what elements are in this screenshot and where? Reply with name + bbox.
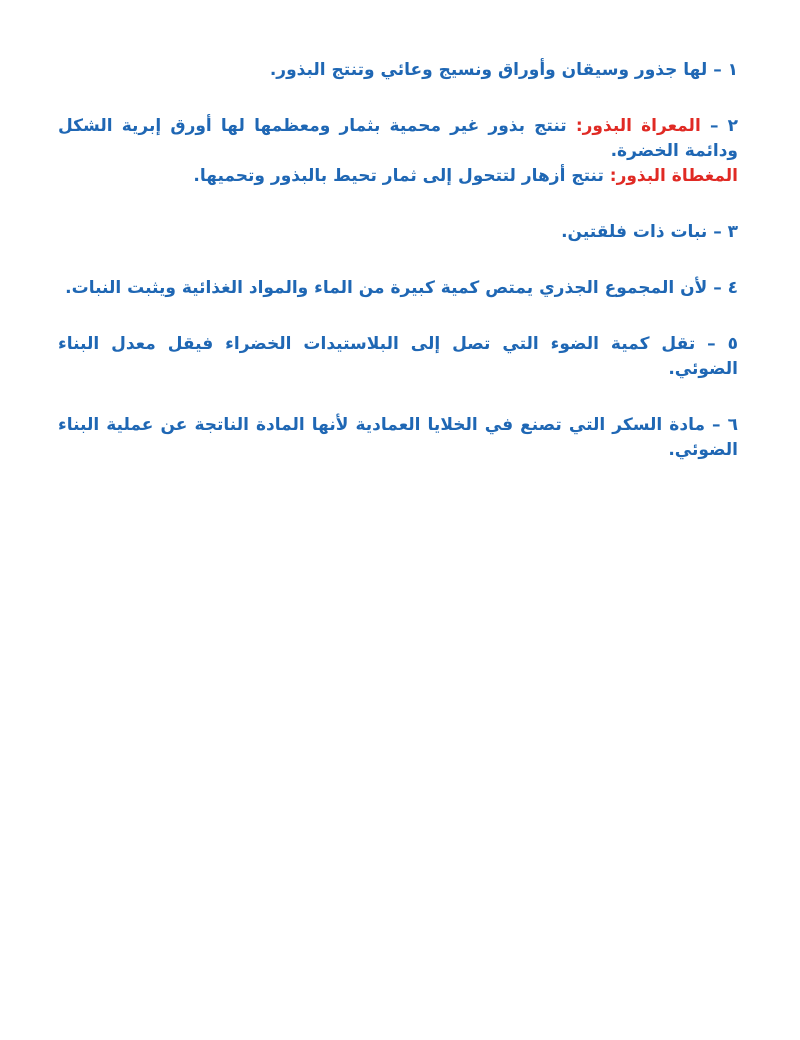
answer-number: ٣	[727, 222, 738, 242]
answer-number: ١	[727, 60, 738, 80]
answer-4	[58, 276, 738, 301]
answer-sheet	[58, 58, 738, 494]
answer-text: نبات ذات فلقتين.	[561, 222, 708, 242]
answer-number: ٢	[727, 116, 739, 136]
answer-text: تقل كمية الضوء التي تصل إلى البلاستيدات الخضراء فيقل معدل البناء الضوئي.	[58, 334, 738, 379]
answer-text: مادة السكر التي تصنع في الخلايا العمادية لأنها المادة الناتجة عن عملية البناء الضوئي.	[58, 415, 738, 460]
answer-separator: –	[713, 222, 722, 242]
answer-3	[58, 220, 738, 245]
gymnosperm-text: تنتج بذور غير محمية بثمار ومعظمها لها أورق إبرية الشكل ودائمة الخضرة.	[58, 116, 738, 161]
answer-6	[58, 413, 738, 463]
answer-text: لها جذور وسيقان وأوراق ونسيج وعائي وتنتج البذور.	[269, 60, 708, 80]
answer-number: ٤	[727, 278, 738, 298]
angiosperm-term: المغطاة البذور:	[609, 166, 738, 186]
answer-separator: –	[713, 278, 722, 298]
angiosperm-line	[58, 164, 738, 189]
answer-separator: –	[709, 116, 719, 136]
answer-separator: –	[707, 334, 716, 354]
answer-number: ٥	[727, 334, 738, 354]
answer-separator: –	[713, 60, 722, 80]
answer-2	[58, 114, 738, 189]
answer-5	[58, 332, 738, 382]
gymnosperm-term: المعراة البذور:	[575, 116, 701, 136]
angiosperm-text: تنتج أزهار لتتحول إلى ثمار تحيط بالبذور وتحميها.	[193, 166, 604, 186]
answer-1	[58, 58, 738, 83]
answer-number: ٦	[727, 415, 738, 435]
answer-separator: –	[712, 415, 721, 435]
answer-text: لأن المجموع الجذري يمتص كمية كبيرة من الماء والمواد الغذائية ويثبت النبات.	[65, 278, 708, 298]
gymnosperm-line	[58, 114, 738, 164]
